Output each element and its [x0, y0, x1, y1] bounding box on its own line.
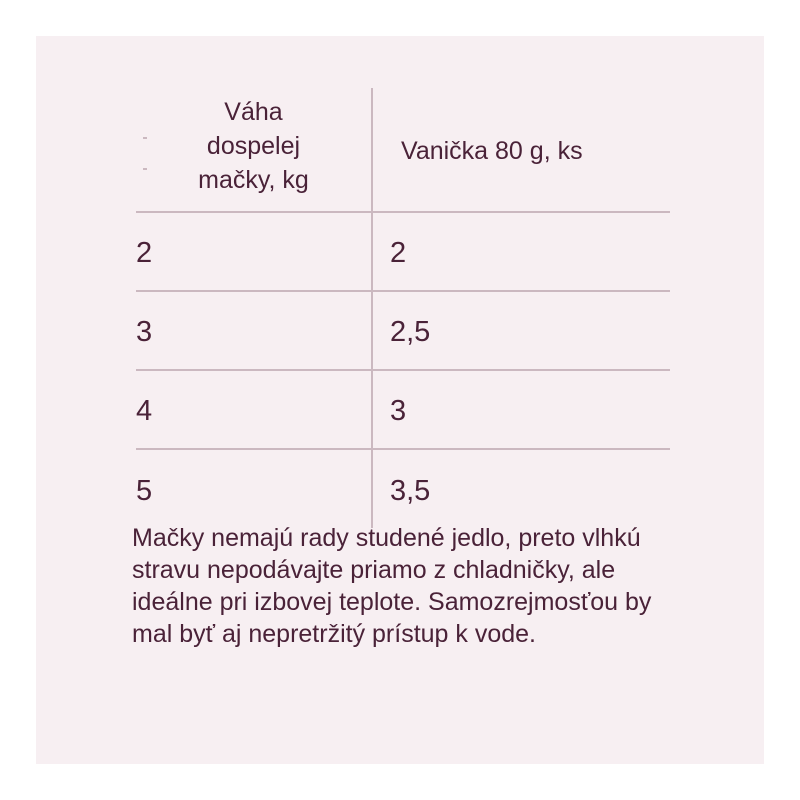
footer-note: Mačky nemajú rady studené jedlo, preto vlhkú stravu nepodávajte priamo z chladničky, ale ideálne pri izbovej teplote. Samozrejmosťou by mal byť aj nepretržitý prístup k vode.	[132, 524, 652, 648]
header-weight-line-1: Váha	[224, 97, 283, 126]
table-row	[136, 449, 670, 528]
cell-weight: 5	[136, 449, 372, 528]
cell-trays: 2,5	[390, 316, 431, 348]
cell-trays: 3,5	[390, 474, 431, 507]
header-cell-weight	[136, 88, 372, 212]
cell-trays: 3	[390, 395, 407, 427]
table-row	[136, 212, 670, 291]
cell-weight: 3	[136, 291, 372, 370]
header-row	[136, 88, 670, 212]
header-weight-line-3: mačky, kg	[198, 165, 309, 194]
table-row	[136, 370, 670, 449]
cell-weight: 4	[136, 370, 372, 449]
header-cell-tray: Vanička 80 g, ks	[401, 136, 583, 165]
table-row	[136, 291, 670, 370]
table-body	[136, 212, 670, 528]
table-header	[136, 88, 670, 212]
cell-weight: 2	[136, 212, 372, 291]
feeding-table	[136, 88, 670, 528]
cell-trays: 2	[390, 237, 407, 269]
header-weight-line-2: dospelej	[206, 131, 301, 160]
